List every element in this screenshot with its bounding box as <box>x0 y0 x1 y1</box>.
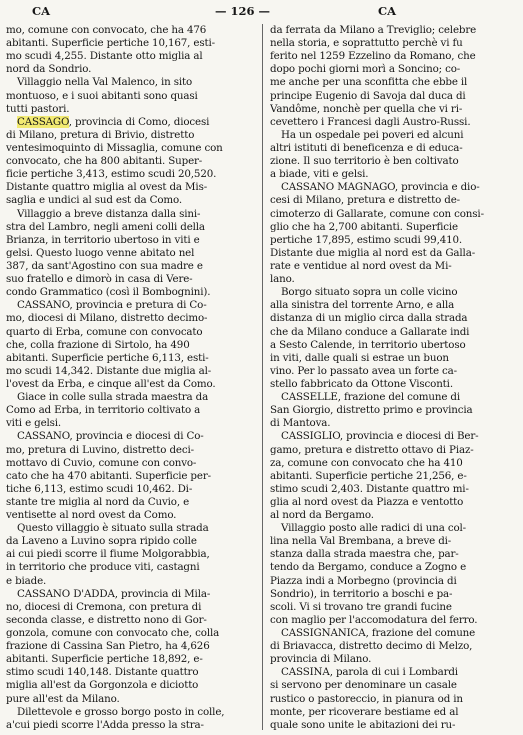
text-line: stante tre miglia al nord da Cuvio, e <box>6 495 190 508</box>
text-line: tiche 6,113, estimo scudi 10,462. Di- <box>6 482 193 495</box>
text-line: abitanti. Superficie pertiche 10,167, esti- <box>6 37 215 50</box>
text-line: l'ovest da Erba, e cinque all'est da Como. <box>6 377 216 390</box>
text-line: pure all'est da Milano. <box>6 692 120 705</box>
text-line: Brianza, in territorio ubertoso in viti e <box>6 233 200 246</box>
text-line: abitanti. Superficie pertiche 6,113, esti- <box>6 351 209 364</box>
text-line: saglia e undici al sud est da Como. <box>6 194 183 207</box>
page-number: — 126 — <box>215 4 271 18</box>
left-column <box>6 24 255 732</box>
text-line: CASSIGLIO, provincia e diocesi di Ber- <box>281 430 479 443</box>
text-line: stimo scudi 140,148. Distante quattro <box>6 666 199 679</box>
text-line: ferito nel 1259 Ezzelino da Romano, che <box>270 50 476 63</box>
text-line: mo scudi 14,342. Distante due miglia al- <box>6 364 212 377</box>
text-line: provincia di Milano. <box>270 653 372 666</box>
text-line: glio che ha 2,700 abitanti. Superficie <box>270 220 458 233</box>
text-line: viti e gelsi. <box>6 417 62 430</box>
text-line: CASSELLE, frazione del comune di <box>281 391 460 404</box>
text-line: suo fratello e dimorò in casa di Vere- <box>6 273 193 286</box>
text-line: Dilettevole e grosso borgo posto in colle, <box>17 705 225 718</box>
text-line: CASSANO D'ADDA, provincia di Mila- <box>17 587 211 600</box>
text-line: 387, da sant'Agostino con sua madre e <box>6 259 203 272</box>
text-line: a Sesto Calende, in territorio ubertoso <box>270 338 466 351</box>
text-line: mo, diocesi di Milano, distretto decimo- <box>6 312 208 325</box>
text-line: stimo scudi 2,403. Distante quattro mi- <box>270 482 469 495</box>
header-left-entry: CA <box>32 4 51 18</box>
text-line: CASSANO, provincia e pretura di Co- <box>17 299 207 312</box>
text-line: alla sinistra del torrente Arno, e alla <box>270 299 455 312</box>
text-line: condo Grammatico (così il Bombognini). <box>6 286 211 299</box>
text-line: Villaggio nella Val Malenco, in sito <box>17 76 193 89</box>
text-line: abitanti. Superficie pertiche 18,892, e- <box>6 653 203 666</box>
text-line: a biade, viti e gelsi. <box>270 168 369 181</box>
text-line: che, colla frazione di Sirtolo, ha 490 <box>6 338 190 351</box>
text-line: di Milano, pretura di Brivio, distretto <box>6 128 195 141</box>
text-line: Como ad Erba, in territorio coltivato a <box>6 404 201 417</box>
text-line: di Briavacca, distretto decimo di Melzo, <box>270 640 473 653</box>
text-line: CASSINA, parola di cui i Lombardi <box>281 666 458 679</box>
text-line: principe Eugenio di Savoja dal duca di <box>270 89 466 102</box>
text-line: mottavo di Cuvio, comune con convo- <box>6 456 197 469</box>
text-line: Distante quattro miglia al ovest da Mis- <box>6 181 208 194</box>
text-line: cato che ha 470 abitanti. Superficie per- <box>6 469 211 482</box>
text-line: frazione di Cassina San Pietro, ha 4,626 <box>6 640 210 653</box>
text-line: abitanti. Superficie pertiche 21,256, e- <box>270 469 467 482</box>
text-line: Borgo situato sopra un colle vicino <box>281 286 458 299</box>
text-line: CASSANO, provincia e diocesi di Co- <box>17 430 204 443</box>
text-line: e biade. <box>6 574 47 587</box>
column-divider <box>262 24 263 730</box>
header-right-entry: CA <box>378 4 397 18</box>
text-line: con maglio per l'accomodatura del ferro. <box>270 613 478 626</box>
text-line: Giace in colle sulla strada maestra da <box>17 391 209 404</box>
text-line: vino. Per lo passato avea un forte ca- <box>270 364 457 377</box>
text-line: gelsi. Questo luogo venne abitato nel <box>6 246 195 259</box>
text-line: gamo, pretura e distretto ottavo di Piaz- <box>270 443 474 456</box>
highlighted-term: CASSAGO <box>17 115 69 128</box>
text-line: CASSIGNANICA, frazione del comune <box>281 627 476 640</box>
page-header <box>0 4 523 20</box>
text-line: cesi di Milano, pretura e distretto de- <box>270 194 460 207</box>
text-line: cevettero i Francesi dagli Austro-Russi. <box>270 115 471 128</box>
text-line: me anche per una sconfitta che ebbe il <box>270 76 468 89</box>
text-line: montuoso, e i suoi abitanti sono quasi <box>6 89 198 102</box>
text-line: mo, comune con convocato, che ha 476 <box>6 24 207 36</box>
text-line: glia al nord ovest da Piazza e ventotto <box>270 495 464 508</box>
text-line: quale sono unite le abitazioni dei ru- <box>270 718 456 731</box>
text-line: che da Milano conduce a Gallarate indi <box>270 325 470 338</box>
text-line: a'cui piedi scorre l'Adda presso la stra- <box>6 718 204 731</box>
text-line: tutti pastori. <box>6 102 70 115</box>
text-line: monte, per ricoverare bestiame ed al <box>270 705 459 718</box>
text-line: distanza di un miglio circa dalla strada <box>270 312 468 325</box>
text-line: mo scudi 4,255. Distante otto miglia al <box>6 50 203 63</box>
text-line: stra del Lambro, negli ameni colli della <box>6 220 205 233</box>
text-line <box>6 116 255 129</box>
text-line: altri istituti di beneficenza e di educa- <box>270 141 463 154</box>
text-line: Villaggio posto alle radici di una col- <box>281 522 466 535</box>
text-line: ventisette al nord ovest da Como. <box>6 509 177 522</box>
text-line: in viti, dalle quali si estrae un buon <box>270 351 449 364</box>
text-line: gonzola, comune con convocato che, colla <box>6 627 220 640</box>
text-line: Villaggio a breve distanza dalla sini- <box>17 207 201 220</box>
text-line: Piazza indi a Morbegno (provincia di <box>270 574 457 587</box>
text-line: stanza dalla strada maestra che, par- <box>270 548 459 561</box>
text-line: lina nella Val Brembana, a breve di- <box>270 535 452 548</box>
text-line: quarto di Erba, comune con convocato <box>6 325 203 338</box>
text-line: di Mantova. <box>270 417 331 430</box>
text-line: Distante due miglia al nord est da Galla- <box>270 246 476 259</box>
text-line: nord da Sondrio. <box>6 63 92 76</box>
text-line-rest: , provincia di Como, diocesi <box>68 115 210 128</box>
text-line: no, diocesi di Cremona, con pretura di <box>6 600 202 613</box>
text-line: ventesimoquinto di Missaglia, comune con <box>6 141 223 154</box>
text-line: da Laveno a Luvino sopra ripido colle <box>6 535 197 548</box>
text-line: stello fabbricato da Ottone Visconti. <box>270 377 453 390</box>
text-line: zione. Il suo territorio è ben coltivato <box>270 155 459 168</box>
text-line: CASSANO MAGNAGO, provincia e dio- <box>281 181 480 194</box>
text-line: cimoterzo di Gallarate, comune con consi- <box>270 207 484 220</box>
text-line: Ha un ospedale pei poveri ed alcuni <box>281 128 464 141</box>
right-column <box>270 24 519 732</box>
text-line: seconda classe, e distretto nono di Gor- <box>6 613 207 626</box>
text-line: in territorio che produce viti, castagni <box>6 561 200 574</box>
text-line: ai cui piedi scorre il fiume Molgorabbia, <box>6 548 210 561</box>
text-line: miglia all'est da Gorgonzola e diciotto <box>6 679 199 692</box>
text-line: scoli. Vi si trovano tre grandi fucine <box>270 600 452 613</box>
text-line: da ferrata da Milano a Treviglio; celebre <box>270 24 477 36</box>
text-line: pertiche 17,895, estimo scudi 99,410. <box>270 233 463 246</box>
text-line: San Giorgio, distretto primo e provincia <box>270 404 473 417</box>
text-line: rate e ventidue al nord ovest da Mi- <box>270 259 452 272</box>
text-line: rustico o pastoreccio, in pianura od in <box>270 692 463 705</box>
text-line: dopo pochi giorni morì a Soncino; co- <box>270 63 461 76</box>
text-line: lano. <box>270 273 295 286</box>
text-line: tendo da Bergamo, conduce a Zogno e <box>270 561 467 574</box>
text-line: Sondrio), in territorio a boschi e pa- <box>270 587 453 600</box>
text-line: si servono per denominare un casale <box>270 679 457 692</box>
text-line: za, comune con convocato che ha 410 <box>270 456 463 469</box>
text-line: al nord da Bergamo. <box>270 509 374 522</box>
text-line: mo, pretura di Luvino, distretto deci- <box>6 443 194 456</box>
text-line: ficie pertiche 3,413, estimo scudi 20,520. <box>6 168 217 181</box>
text-line: Questo villaggio è situato sulla strada <box>17 522 209 535</box>
text-line: nella storia, e soprattutto perchè vi fu <box>270 37 463 50</box>
text-line: convocato, che ha 800 abitanti. Super- <box>6 155 203 168</box>
text-line: Vandôme, nonchè per quella che vi ri- <box>270 102 463 115</box>
